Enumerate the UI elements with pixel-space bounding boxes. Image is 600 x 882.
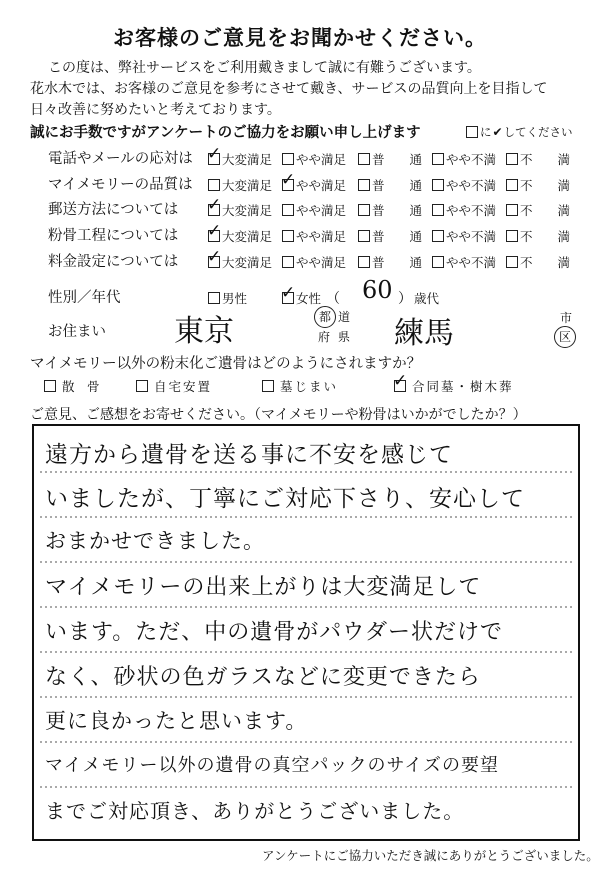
q2-checkbox-2[interactable] — [281, 170, 296, 191]
home-checkbox[interactable] — [136, 380, 148, 392]
gender-age-label: 性別／年代 — [48, 290, 121, 306]
grave-closing-checkbox[interactable] — [262, 380, 274, 392]
comment-line-6: なく、砂状の色ガラスなどに変更できたら — [45, 665, 481, 690]
powder-option-grave-closing[interactable]: 墓じまい — [262, 377, 338, 395]
city-value: 練馬 — [394, 316, 454, 351]
q4-option-4[interactable] — [432, 227, 496, 245]
age-close-paren: ） — [398, 291, 412, 307]
option-label: 大変満足 — [222, 229, 273, 244]
scatter-checkbox[interactable] — [44, 380, 56, 392]
q4-option-3[interactable] — [358, 227, 422, 245]
gender-male-option[interactable]: 男性 — [208, 289, 247, 307]
q1-checkbox-3[interactable] — [358, 153, 370, 165]
q5-option-1[interactable] — [207, 247, 273, 271]
to-marker: 都 — [314, 306, 336, 328]
intro-line-3: 日々改善に努めたいと考えております。 — [30, 102, 281, 118]
q3-checkbox-1[interactable] — [207, 195, 222, 216]
comment-line-4: マイメモリーの出来上がりは大変満足して — [45, 575, 482, 600]
checkmark-icon: ✓ — [281, 170, 296, 190]
age-suffix: 歳代 — [414, 291, 440, 306]
ku-marker: 区 — [554, 326, 576, 348]
powder-question: マイメモリー以外の粉末化ご遺骨はどのようにされますか？ — [30, 356, 422, 372]
option-label: やや不満 — [446, 229, 497, 244]
q3-option-1[interactable] — [207, 195, 273, 219]
q1-option-3[interactable] — [358, 150, 422, 168]
comment-line-1: 遠方から遺骨を送る事に不安を感じて — [45, 442, 453, 468]
q3-option-3[interactable] — [358, 201, 422, 219]
checkmark-icon: ✓ — [207, 195, 222, 215]
q5-checkbox-5[interactable] — [506, 256, 518, 268]
gender-female-option[interactable]: ✓ 女性 — [281, 283, 322, 306]
ken-marker: 県 — [338, 330, 351, 344]
q5-option-3[interactable] — [358, 253, 422, 271]
checkmark-icon: ✓ — [281, 283, 296, 303]
q3-checkbox-4[interactable] — [432, 204, 444, 216]
female-checkbox[interactable] — [281, 283, 296, 304]
option-label: やや不満 — [446, 203, 497, 218]
prefecture-value: 東京 — [174, 314, 234, 349]
powder-option-home[interactable]: 自宅安置 — [136, 377, 212, 395]
male-checkbox[interactable] — [208, 292, 220, 304]
option-label: 普 通 — [372, 178, 423, 193]
question-label-1: 電話やメールの応対は — [48, 151, 193, 167]
q2-option-1[interactable] — [208, 176, 272, 194]
q3-checkbox-2[interactable] — [282, 204, 294, 216]
checkmark-icon: ✓ — [393, 371, 408, 391]
q3-option-2[interactable] — [282, 201, 346, 219]
q3-option-4[interactable] — [432, 201, 496, 219]
q2-checkbox-3[interactable] — [358, 179, 370, 191]
option-label: やや不満 — [446, 255, 497, 270]
q5-checkbox-3[interactable] — [358, 256, 370, 268]
q2-option-4[interactable] — [432, 176, 496, 194]
q4-checkbox-1[interactable] — [207, 221, 222, 242]
option-label: やや満足 — [296, 229, 347, 244]
option-label: やや不満 — [446, 152, 497, 167]
comment-line-3: おまかせできました。 — [45, 529, 265, 553]
option-label: 大変満足 — [222, 178, 273, 193]
q4-checkbox-5[interactable] — [506, 230, 518, 242]
option-label: 不 満 — [520, 255, 571, 270]
comment-line-2: いましたが、丁寧にご対応下さり、安心して — [45, 486, 525, 512]
option-label: 大変満足 — [222, 152, 273, 167]
option-label: 不 満 — [520, 229, 571, 244]
q4-option-1[interactable] — [207, 221, 273, 245]
q4-option-2[interactable] — [282, 227, 346, 245]
q1-option-2[interactable] — [282, 150, 346, 168]
q5-checkbox-2[interactable] — [282, 256, 294, 268]
page-title: お客様のご意見をお聞かせください。 — [113, 26, 487, 50]
comment-line-8: マイメモリー以外の遺骨の真空パックのサイズの要望 — [45, 755, 500, 776]
q1-checkbox-4[interactable] — [432, 153, 444, 165]
q3-checkbox-3[interactable] — [358, 204, 370, 216]
q2-checkbox-4[interactable] — [432, 179, 444, 191]
option-label: 普 通 — [372, 152, 423, 167]
comment-line-7: 更に良かったと思います。 — [45, 709, 308, 733]
q1-option-1[interactable] — [207, 144, 273, 168]
option-label: やや満足 — [296, 255, 347, 270]
checkmark-icon: ✔ — [492, 125, 503, 139]
option-label: 大変満足 — [222, 255, 273, 270]
option-label: 不 満 — [520, 178, 571, 193]
q2-checkbox-5[interactable] — [506, 179, 518, 191]
question-label-4: 粉骨工程については — [48, 228, 179, 244]
q4-checkbox-3[interactable] — [358, 230, 370, 242]
option-label: 普 通 — [372, 229, 423, 244]
shi-marker: 市 — [560, 311, 573, 325]
footer-thanks: アンケートにご協力いただき誠にありがとうございました。 — [262, 848, 599, 863]
q5-checkbox-1[interactable] — [207, 247, 222, 268]
q5-option-4[interactable] — [432, 253, 496, 271]
q5-checkbox-4[interactable] — [432, 256, 444, 268]
intro-line-2: 花水木では、お客様のご意見を参考にさせて戴き、サービスの品質向上を目指して — [30, 81, 548, 97]
powder-option-scatter[interactable]: 散 骨 — [44, 377, 100, 395]
q2-checkbox-1[interactable] — [208, 179, 220, 191]
checkmark-icon: ✓ — [207, 247, 222, 267]
comment-prompt: ご意見、ご感想をお寄せください。（マイメモリーや粉骨はいかがでしたか？） — [30, 407, 527, 423]
checkmark-icon: ✓ — [207, 144, 222, 164]
option-label: やや満足 — [296, 203, 347, 218]
option-label: 不 満 — [520, 152, 571, 167]
sample-checkbox — [466, 126, 478, 138]
q3-checkbox-5[interactable] — [506, 204, 518, 216]
q1-checkbox-5[interactable] — [506, 153, 518, 165]
age-value: 60 — [362, 276, 393, 304]
option-label: やや満足 — [296, 178, 347, 193]
question-label-3: 郵送方法については — [48, 202, 179, 218]
option-label: 普 通 — [372, 203, 423, 218]
age-open-paren: （ — [326, 291, 340, 307]
option-label: 普 通 — [372, 255, 423, 270]
q4-checkbox-2[interactable] — [282, 230, 294, 242]
q2-option-5[interactable] — [506, 176, 570, 194]
powder-option-joint-grave[interactable]: ✓ 合同墓・樹木葬 — [393, 371, 514, 394]
joint-grave-checkbox[interactable] — [393, 371, 408, 392]
q5-option-5[interactable] — [506, 253, 570, 271]
do-marker: 道 — [338, 310, 351, 324]
option-label: やや満足 — [296, 152, 347, 167]
question-label-5: 料金設定については — [48, 254, 179, 270]
option-label: 不 満 — [520, 203, 571, 218]
q1-checkbox-2[interactable] — [282, 153, 294, 165]
comment-line-5: います。ただ、中の遺骨がパウダー状だけで — [45, 620, 504, 645]
address-label: お住まい — [48, 324, 106, 340]
request-note: に ✔ してください — [466, 124, 573, 140]
option-label: 大変満足 — [222, 203, 273, 218]
option-label: やや不満 — [446, 178, 497, 193]
q2-option-2[interactable] — [281, 170, 347, 194]
q4-option-5[interactable] — [506, 227, 570, 245]
comment-line-9: までご対応頂き、ありがとうございました。 — [45, 799, 465, 823]
q5-option-2[interactable] — [282, 253, 346, 271]
intro-line-1: この度は、弊社サービスをご利用戴きまして誠に有難うございます。 — [48, 60, 481, 76]
q1-option-5[interactable] — [506, 150, 570, 168]
question-label-2: マイメモリーの品質は — [48, 177, 193, 193]
survey-request: 誠にお手数ですがアンケートのご協力をお願い申し上げます — [30, 125, 421, 141]
q1-checkbox-1[interactable] — [207, 144, 222, 165]
fu-marker: 府 — [318, 330, 331, 344]
q3-option-5[interactable] — [506, 201, 570, 219]
q1-option-4[interactable] — [432, 150, 496, 168]
checkmark-icon: ✓ — [207, 221, 222, 241]
q2-option-3[interactable] — [358, 176, 422, 194]
q4-checkbox-4[interactable] — [432, 230, 444, 242]
